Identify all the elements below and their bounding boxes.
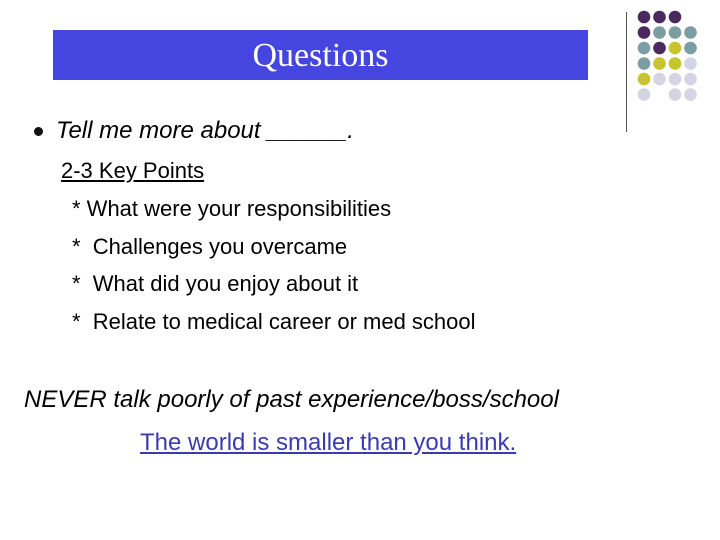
decor-dot bbox=[669, 57, 682, 70]
decor-dot bbox=[669, 26, 682, 39]
decor-dot bbox=[669, 42, 682, 55]
decor-dot bbox=[638, 88, 651, 101]
bullet-icon bbox=[34, 127, 43, 136]
decor-dot bbox=[653, 11, 666, 24]
slide-title: Questions bbox=[252, 37, 389, 74]
decor-dot bbox=[653, 57, 666, 70]
decor-dot bbox=[638, 57, 651, 70]
decor-dot bbox=[638, 26, 651, 39]
key-point-item: * What did you enjoy about it bbox=[72, 271, 359, 296]
decor-dot bbox=[684, 88, 697, 101]
warning-text: NEVER talk poorly of past experience/boss/school bbox=[24, 386, 559, 413]
decor-dot bbox=[653, 26, 666, 39]
key-points-heading: 2-3 Key Points bbox=[61, 158, 205, 183]
decor-dot bbox=[684, 57, 697, 70]
footer-link[interactable]: The world is smaller than you think. bbox=[140, 429, 517, 456]
decor-dot bbox=[684, 26, 697, 39]
key-point-item: * Challenges you overcame bbox=[72, 234, 348, 259]
main-point: Tell me more about ______. bbox=[56, 117, 354, 144]
decor-dot bbox=[638, 73, 651, 86]
decor-dot bbox=[684, 73, 697, 86]
decor-dot bbox=[669, 73, 682, 86]
decor-dot bbox=[669, 88, 682, 101]
decor-dot bbox=[669, 11, 682, 24]
decor-dot bbox=[638, 42, 651, 55]
key-point-item: * What were your responsibilities bbox=[72, 196, 392, 221]
key-point-item: * Relate to medical career or med school bbox=[72, 309, 476, 334]
decor-dot bbox=[653, 73, 666, 86]
decor-dot bbox=[638, 11, 651, 24]
decor-dot bbox=[653, 42, 666, 55]
decor-dot bbox=[684, 42, 697, 55]
